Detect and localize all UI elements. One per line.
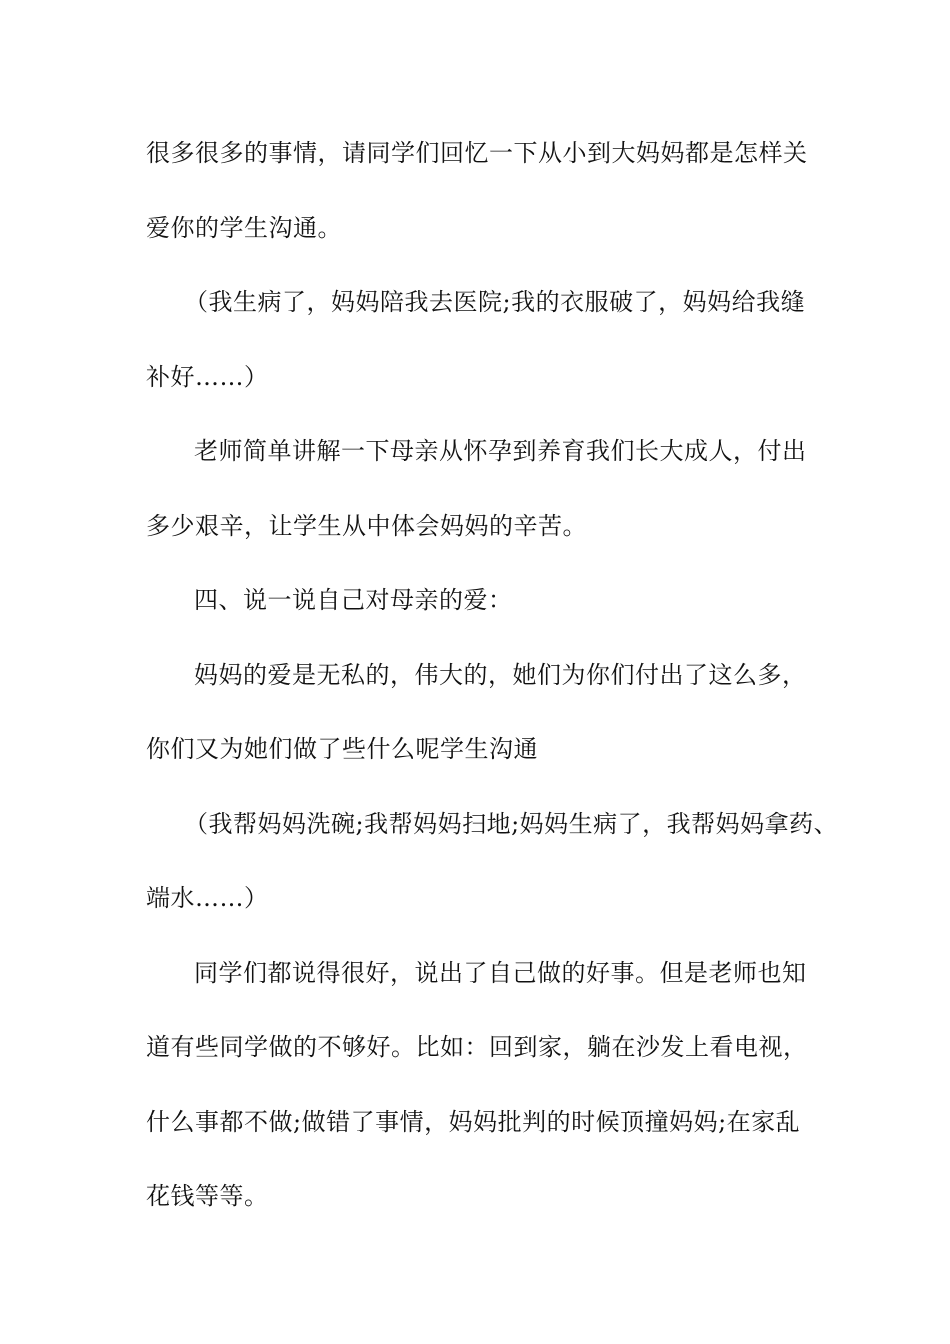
text-line-8: 妈妈的爱是无私的，伟大的，她们为你们付出了这么多， bbox=[194, 661, 807, 689]
text-line-11: 端水……） bbox=[146, 884, 269, 912]
text-line-12: 同学们都说得很好，说出了自己做的好事。但是老师也知 bbox=[194, 959, 807, 987]
text-line-13: 道有些同学做的不够好。比如：回到家，躺在沙发上看电视， bbox=[146, 1033, 808, 1061]
text-line-4: 补好……） bbox=[146, 363, 269, 391]
text-line-5: 老师简单讲解一下母亲从怀孕到养育我们长大成人，付出 bbox=[194, 437, 807, 465]
text-line-14: 什么事都不做;做错了事情，妈妈批判的时候顶撞妈妈;在家乱 bbox=[146, 1108, 801, 1136]
section-heading: 四、说一说自己对母亲的爱： bbox=[194, 586, 513, 614]
text-line-9: 你们又为她们做了些什么呢学生沟通 bbox=[146, 735, 538, 763]
text-line-1: 很多很多的事情，请同学们回忆一下从小到大妈妈都是怎样关 bbox=[146, 139, 808, 167]
text-line-10: （我帮妈妈洗碗;我帮妈妈扫地;妈妈生病了，我帮妈妈拿药、 bbox=[184, 810, 839, 838]
text-line-15: 花钱等等。 bbox=[146, 1182, 269, 1210]
text-line-6: 多少艰辛，让学生从中体会妈妈的辛苦。 bbox=[146, 512, 587, 540]
text-line-2: 爱你的学生沟通。 bbox=[146, 214, 342, 242]
text-line-3: （我生病了，妈妈陪我去医院;我的衣服破了，妈妈给我缝 bbox=[184, 288, 806, 316]
